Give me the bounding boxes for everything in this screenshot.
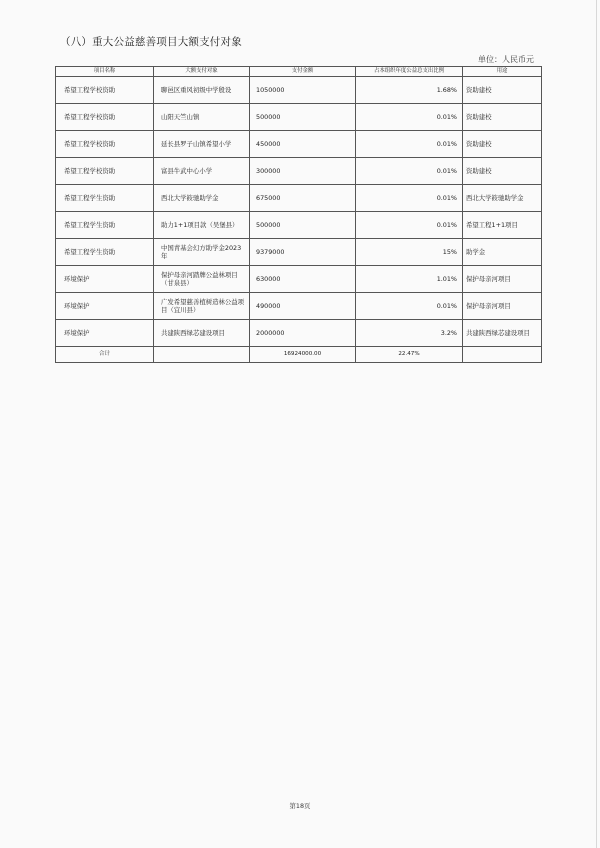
cell-ratio: 15%	[356, 239, 463, 266]
cell-purpose: 资助建校	[463, 77, 542, 104]
page-number: 第18页	[289, 802, 311, 810]
cell-project: 希望工程学生资助	[56, 239, 154, 266]
table-row	[56, 293, 542, 320]
cell-payee: 广发希望慈善植树造林公益项目（宜川县）	[154, 293, 250, 320]
table-header-row	[56, 67, 542, 77]
cell-payee: 保护母亲河踏牌公益林项目（甘泉县）	[154, 266, 250, 293]
total-row	[56, 347, 542, 363]
table-row	[56, 77, 542, 104]
cell-amount: 450000	[250, 131, 356, 158]
cell-purpose: 资助建校	[463, 131, 542, 158]
section-title: （八）重大公益慈善项目大额支付对象	[60, 36, 242, 48]
payments-table	[55, 66, 542, 363]
column-header-project: 项目名称	[56, 67, 154, 77]
table-row	[56, 239, 542, 266]
cell-purpose: 保护母亲河项目	[463, 293, 542, 320]
table-row	[56, 212, 542, 239]
cell-amount: 2000000	[250, 320, 356, 347]
cell-payee: 富县牛武中心小学	[154, 158, 250, 185]
cell-ratio: 1.01%	[356, 266, 463, 293]
table-row	[56, 320, 542, 347]
cell-ratio: 0.01%	[356, 131, 463, 158]
cell-amount: 300000	[250, 158, 356, 185]
cell-project: 环境保护	[56, 320, 154, 347]
cell-purpose: 资助建校	[463, 104, 542, 131]
total-label: 合计	[56, 347, 154, 363]
table-row	[56, 158, 542, 185]
cell-amount: 9379000	[250, 239, 356, 266]
cell-amount: 500000	[250, 212, 356, 239]
cell-payee: 聊邑区重风初级中学殷设	[154, 77, 250, 104]
table-row	[56, 266, 542, 293]
table-row	[56, 185, 542, 212]
cell-purpose: 希望工程1+1项目	[463, 212, 542, 239]
cell-ratio: 1.68%	[356, 77, 463, 104]
cell-purpose: 西北大学筱驰助学金	[463, 185, 542, 212]
cell-payee: 山阳天竺山镇	[154, 104, 250, 131]
total-empty-cell	[154, 347, 250, 363]
cell-amount: 1050000	[250, 77, 356, 104]
cell-amount: 630000	[250, 266, 356, 293]
cell-ratio: 0.01%	[356, 293, 463, 320]
cell-project: 希望工程学生资助	[56, 185, 154, 212]
cell-payee: 助力1+1项目款（吴堡县）	[154, 212, 250, 239]
cell-project: 希望工程学生资助	[56, 212, 154, 239]
scan-edge-line	[596, 0, 597, 848]
cell-project: 环境保护	[56, 266, 154, 293]
cell-amount: 490000	[250, 293, 356, 320]
cell-amount: 500000	[250, 104, 356, 131]
table-row	[56, 131, 542, 158]
cell-purpose: 共建陕西绿芯建设项目	[463, 320, 542, 347]
cell-amount: 675000	[250, 185, 356, 212]
column-header-ratio: 占本组织年度公益总支出比例	[356, 67, 463, 77]
cell-ratio: 0.01%	[356, 104, 463, 131]
cell-payee: 西北大学筱驰助学金	[154, 185, 250, 212]
cell-ratio: 0.01%	[356, 212, 463, 239]
cell-ratio: 3.2%	[356, 320, 463, 347]
cell-payee: 中国青基会幻方助学金2023年	[154, 239, 250, 266]
table-row	[56, 104, 542, 131]
cell-purpose: 保护母亲河项目	[463, 266, 542, 293]
total-ratio: 22.47%	[356, 347, 463, 363]
cell-ratio: 0.01%	[356, 185, 463, 212]
cell-project: 希望工程学校资助	[56, 158, 154, 185]
cell-purpose: 资助建校	[463, 158, 542, 185]
cell-purpose: 助学金	[463, 239, 542, 266]
cell-payee: 延长县罗子山镇希望小学	[154, 131, 250, 158]
total-amount: 16924000.00	[250, 347, 356, 363]
cell-project: 希望工程学校资助	[56, 131, 154, 158]
total-empty-cell	[463, 347, 542, 363]
column-header-purpose: 用途	[463, 67, 542, 77]
column-header-payee: 大额支付对象	[154, 67, 250, 77]
cell-project: 希望工程学校资助	[56, 104, 154, 131]
cell-project: 希望工程学校资助	[56, 77, 154, 104]
cell-ratio: 0.01%	[356, 158, 463, 185]
cell-project: 环境保护	[56, 293, 154, 320]
column-header-amount: 支付金额	[250, 67, 356, 77]
cell-payee: 共建陕西绿芯建设项目	[154, 320, 250, 347]
currency-unit-label: 单位：人民币元	[478, 55, 534, 64]
